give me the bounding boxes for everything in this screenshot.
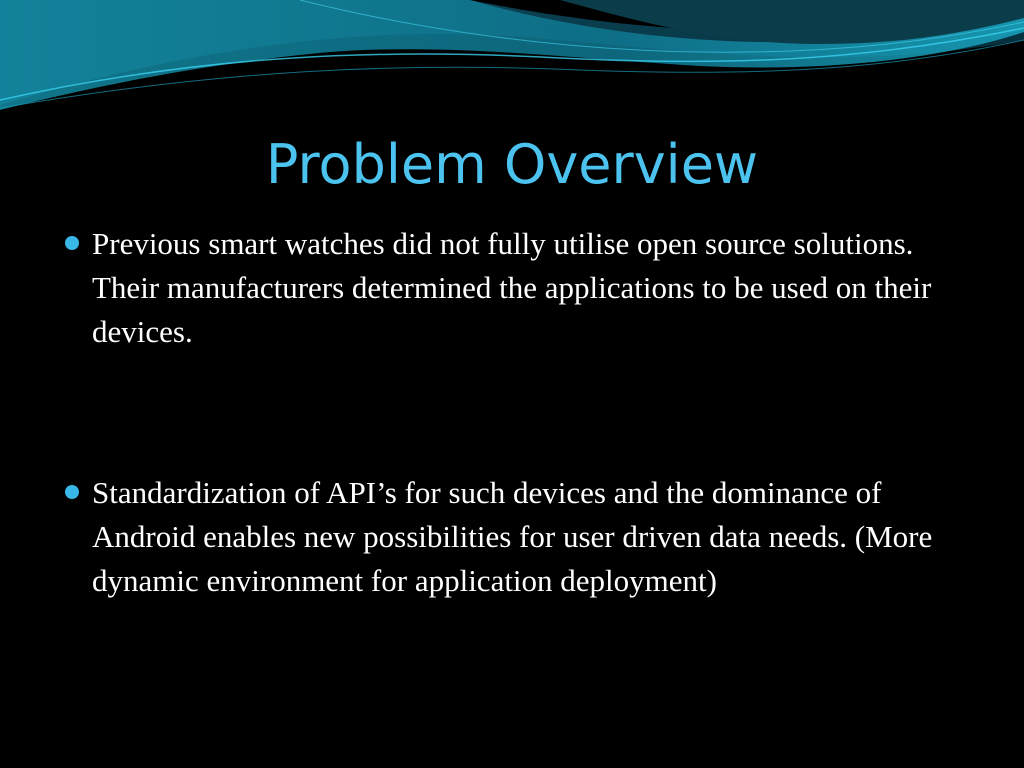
bullet-item <box>62 222 962 354</box>
bullet-icon <box>65 485 79 499</box>
slide-title: Problem Overview <box>265 133 759 196</box>
bullet-text: Standardization of API’s for such devices and the dominance of Android enables new possibilities for user driven data needs. (More dynamic environment for application deployment) <box>92 475 933 598</box>
header-wave-decoration <box>0 0 1024 130</box>
bullet-text: Previous smart watches did not fully utilise open source solutions. Their manufacturers determined the applications to be used on their devices. <box>92 226 932 349</box>
bullet-icon <box>65 236 79 250</box>
bullet-item <box>62 471 962 603</box>
bullet-list <box>62 222 962 603</box>
